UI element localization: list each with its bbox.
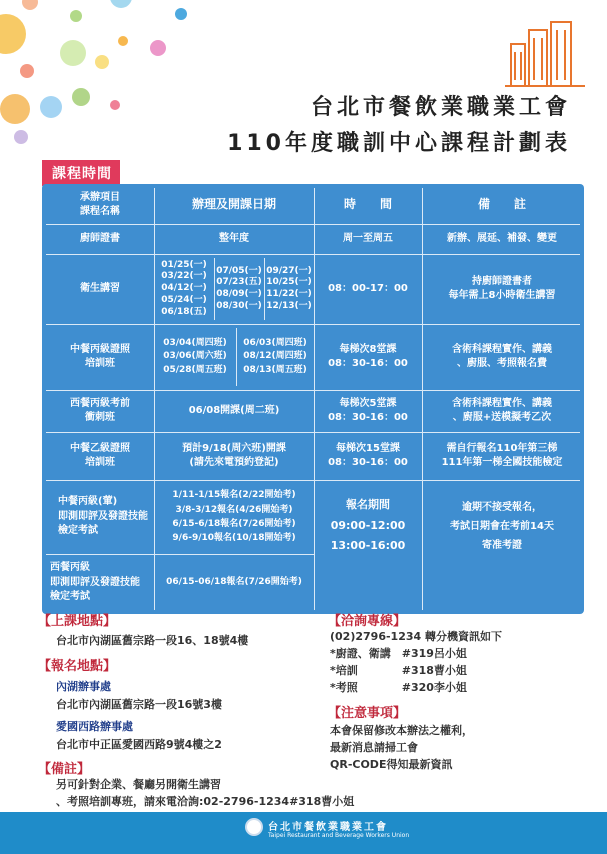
cell-course-b-level: 中餐乙級證照 培訓班 — [70, 442, 130, 468]
cell-time-western-c: 每梯次5堂課 08：30-16：00 — [328, 397, 408, 423]
office2-address: 台北市中正區愛國西路9號4樓之2 — [56, 738, 222, 751]
decor-dot — [14, 130, 28, 144]
signup-location-heading: 【報名地點】 — [38, 659, 117, 674]
decor-dot — [60, 40, 86, 66]
notice-text: 本會保留修改本辦法之權利， 最新消息請掃工會 QR-CODE得知最新資訊 — [330, 724, 473, 772]
cell-dates-hygiene-col2: 07/05(一) 07/23(五) 08/09(一) 08/30(一) — [216, 265, 262, 311]
cell-dates-exam-cn: 1/11-1/15報名(2/22開始考) 3/8-3/12報名(4/26開始考) 6/15-6/18報名(7/26開始考) 9/6-9/10報名(10/18開始考) — [172, 490, 296, 544]
cell-time-exam: 報名期間 09:00-12:00 13:00-16:00 — [330, 497, 406, 553]
decor-dot — [0, 14, 26, 54]
cell-dates-hygiene-col1: 01/25(一) 03/22(一) 04/12(一) 05/24(一) 06/18(五) — [161, 259, 207, 317]
schedule-table — [42, 184, 584, 614]
cell-note-chef: 新辦、展延、補發、變更 — [447, 232, 557, 244]
office1-address: 台北市內湖區舊宗路一段16號3樓 — [56, 698, 222, 711]
decor-dot — [22, 0, 38, 10]
hotline-text: (02)2796-1234 轉分機資訊如下 *廚證、衛講 #319呂小姐 *培訓 #318曹小姐 *考照 #320李小姐 — [330, 630, 502, 695]
cell-time-b-level: 每梯次15堂課 08：30-16：00 — [328, 442, 408, 468]
decor-dot — [110, 100, 120, 110]
cell-note-hygiene: 持廚師證書者 每年需上8小時衛生講習 — [448, 275, 556, 301]
cell-dates-chef: 整年度 — [219, 232, 249, 244]
cell-course-exam-cn: 中餐丙級(葷) 即測即評及發證技能 檢定考試 — [58, 496, 148, 537]
notice-heading: 【注意事項】 — [328, 706, 407, 721]
decor-dot — [118, 36, 128, 46]
class-location-heading: 【上課地點】 — [38, 614, 117, 629]
cell-course-hygiene: 衛生講習 — [80, 282, 120, 294]
decor-dot — [70, 10, 82, 22]
cell-note-exam: 逾期不接受報名， 考試日期會在考前14天 寄准考證 — [450, 501, 554, 551]
header-dates: 辦理及開課日期 — [191, 197, 276, 212]
cell-dates-hygiene-col3: 09/27(一) 10/25(一) 11/22(一) 12/13(一) — [266, 265, 312, 311]
cell-dates-c-level-col2: 06/03(周四班) 08/12(周四班) 08/13(周五班) — [243, 338, 307, 375]
cell-course-c-level: 中餐丙級證照 培訓班 — [70, 343, 130, 369]
hotline-heading: 【洽詢專線】 — [328, 614, 407, 629]
footer-org-name-en: Taipei Restaurant and Beverage Workers Union — [268, 832, 410, 839]
cell-note-b-level: 需自行報名110年第三梯 111年第一梯全國技能檢定 — [441, 442, 563, 468]
cell-time-chef: 周一至周五 — [343, 232, 393, 244]
cell-course-chef: 廚師證書 — [80, 232, 120, 244]
decor-dot — [40, 96, 62, 118]
footer-org-name: 台北市餐飲業職業工會 — [268, 822, 388, 833]
remarks-text: 另可針對企業、餐廳另開衛生講習 、考照培訓專班，請來電洽詢:02-2796-1234#318曹小姐 — [56, 778, 355, 809]
decor-dot — [20, 64, 34, 78]
cell-dates-exam-west: 06/15-06/18報名(7/26開始考) — [166, 577, 302, 588]
decor-dot — [95, 55, 109, 69]
cell-note-western-c: 含術科課程實作、講義 、廚服+送模擬考乙次 — [452, 397, 552, 423]
header-time: 時 間 — [343, 197, 392, 212]
decor-dot — [110, 0, 132, 8]
header-note: 備 註 — [477, 197, 526, 212]
cell-time-c-level: 每梯次8堂課 08：30-16：00 — [328, 343, 408, 369]
section-tag-course-time: 課程時間 — [42, 160, 120, 186]
class-location-address: 台北市內湖區舊宗路一段16、18號4樓 — [56, 634, 249, 647]
decor-dot — [150, 40, 166, 56]
decor-dot — [175, 8, 187, 20]
building-logo-icon — [505, 18, 585, 90]
header-course: 承辦項目 課程名稱 — [80, 191, 120, 217]
decor-dot — [72, 88, 90, 106]
cell-time-hygiene: 08：00-17：00 — [328, 282, 408, 294]
decor-dot — [0, 94, 30, 124]
cell-course-exam-west: 西餐丙級 即測即評及發證技能 檢定考試 — [50, 562, 140, 603]
remarks-heading: 【備註】 — [38, 762, 91, 777]
cell-dates-western-c: 06/08開課(周二班) — [188, 404, 280, 416]
cell-dates-c-level-col1: 03/04(周四班) 03/06(周六班) 05/28(周五班) — [163, 338, 227, 375]
union-logo-icon — [245, 818, 263, 836]
office1-name: 內湖辦事處 — [56, 680, 111, 693]
cell-dates-b-level: 預計9/18(周六班)開課 (請先來電預約登記) — [182, 442, 286, 468]
cell-course-western-c: 西餐丙級考前 衝刺班 — [70, 397, 130, 423]
page-title: 台北市餐飲業職業工會 — [310, 95, 571, 120]
page-subtitle: 110年度職訓中心課程計劃表 — [227, 131, 571, 156]
office2-name: 愛國西路辦事處 — [56, 720, 133, 733]
cell-note-c-level: 含術科課程實作、講義 、廚服、考照報名費 — [452, 343, 552, 369]
